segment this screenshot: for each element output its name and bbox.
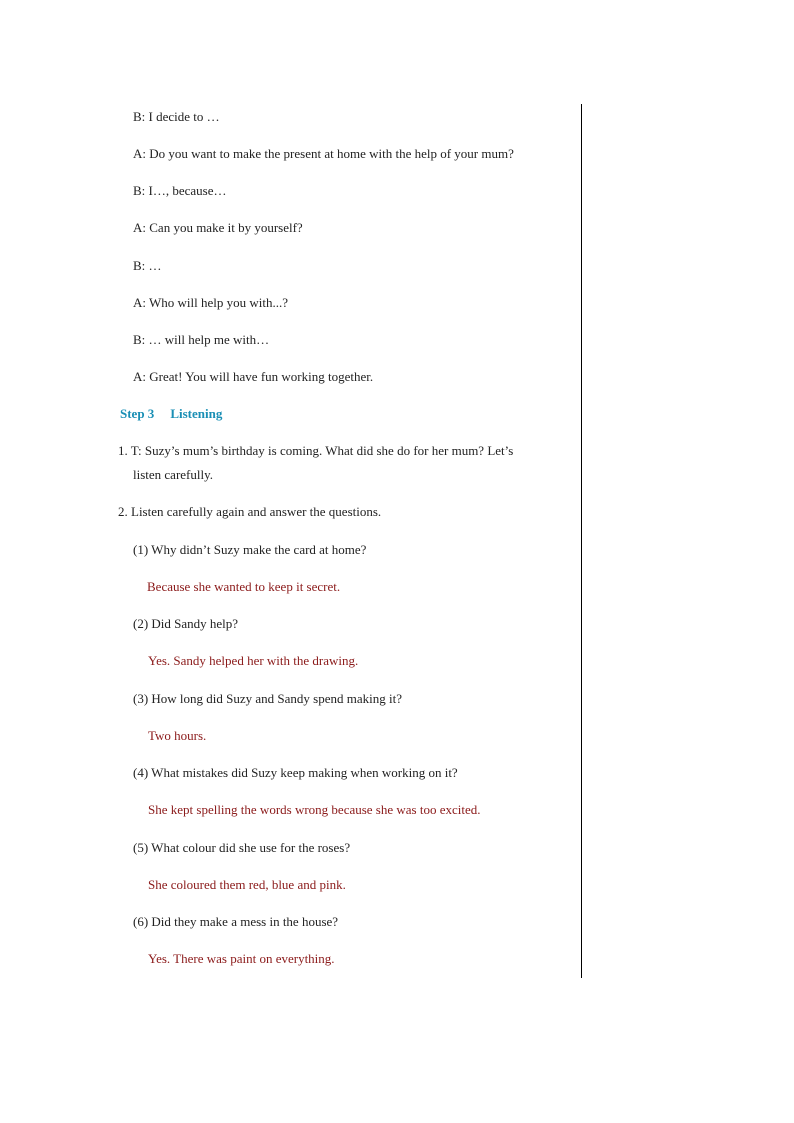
answer: Yes. Sandy helped her with the drawing. [148,653,359,668]
answer: Two hours. [148,728,207,743]
question: (6) Did they make a mess in the house? [133,914,339,929]
question: (3) How long did Suzy and Sandy spend making it? [133,691,402,706]
dialogue-line: A: Who will help you with...? [133,295,289,310]
question: (5) What colour did she use for the roses? [133,840,351,855]
instruction-text: 2. Listen carefully again and answer the questions. [118,504,382,519]
question: (2) Did Sandy help? [133,616,239,631]
step-heading [120,405,222,423]
dialogue-line: B: I…, because… [133,183,227,198]
step-label: Step 3 [120,406,155,421]
answer: Because she wanted to keep it secret. [147,579,341,594]
dialogue-line: A: Do you want to make the present at home with the help of your mum? [133,146,514,161]
instruction-item [118,442,576,484]
step-title: Listening [170,406,223,421]
dialogue-line: B: … will help me with… [133,332,270,347]
dialogue-line: A: Can you make it by yourself? [133,220,303,235]
answer: She kept spelling the words wrong because she was too excited. [148,802,481,817]
question: (4) What mistakes did Suzy keep making when working on it? [133,765,458,780]
answer: Yes. There was paint on everything. [148,951,335,966]
instruction-text: 1. T: Suzy’s mum’s birthday is coming. What did she do for her mum? Let’s [118,443,514,458]
instruction-item [118,503,576,521]
question: (1) Why didn’t Suzy make the card at home? [133,542,367,557]
dialogue-line: B: … [133,258,162,273]
answer: She coloured them red, blue and pink. [148,877,346,892]
dialogue-line: A: Great! You will have fun working together. [133,369,374,384]
table-border-line [581,104,582,978]
dialogue-line: B: I decide to … [133,109,220,124]
instruction-continuation: listen carefully. [133,467,214,482]
